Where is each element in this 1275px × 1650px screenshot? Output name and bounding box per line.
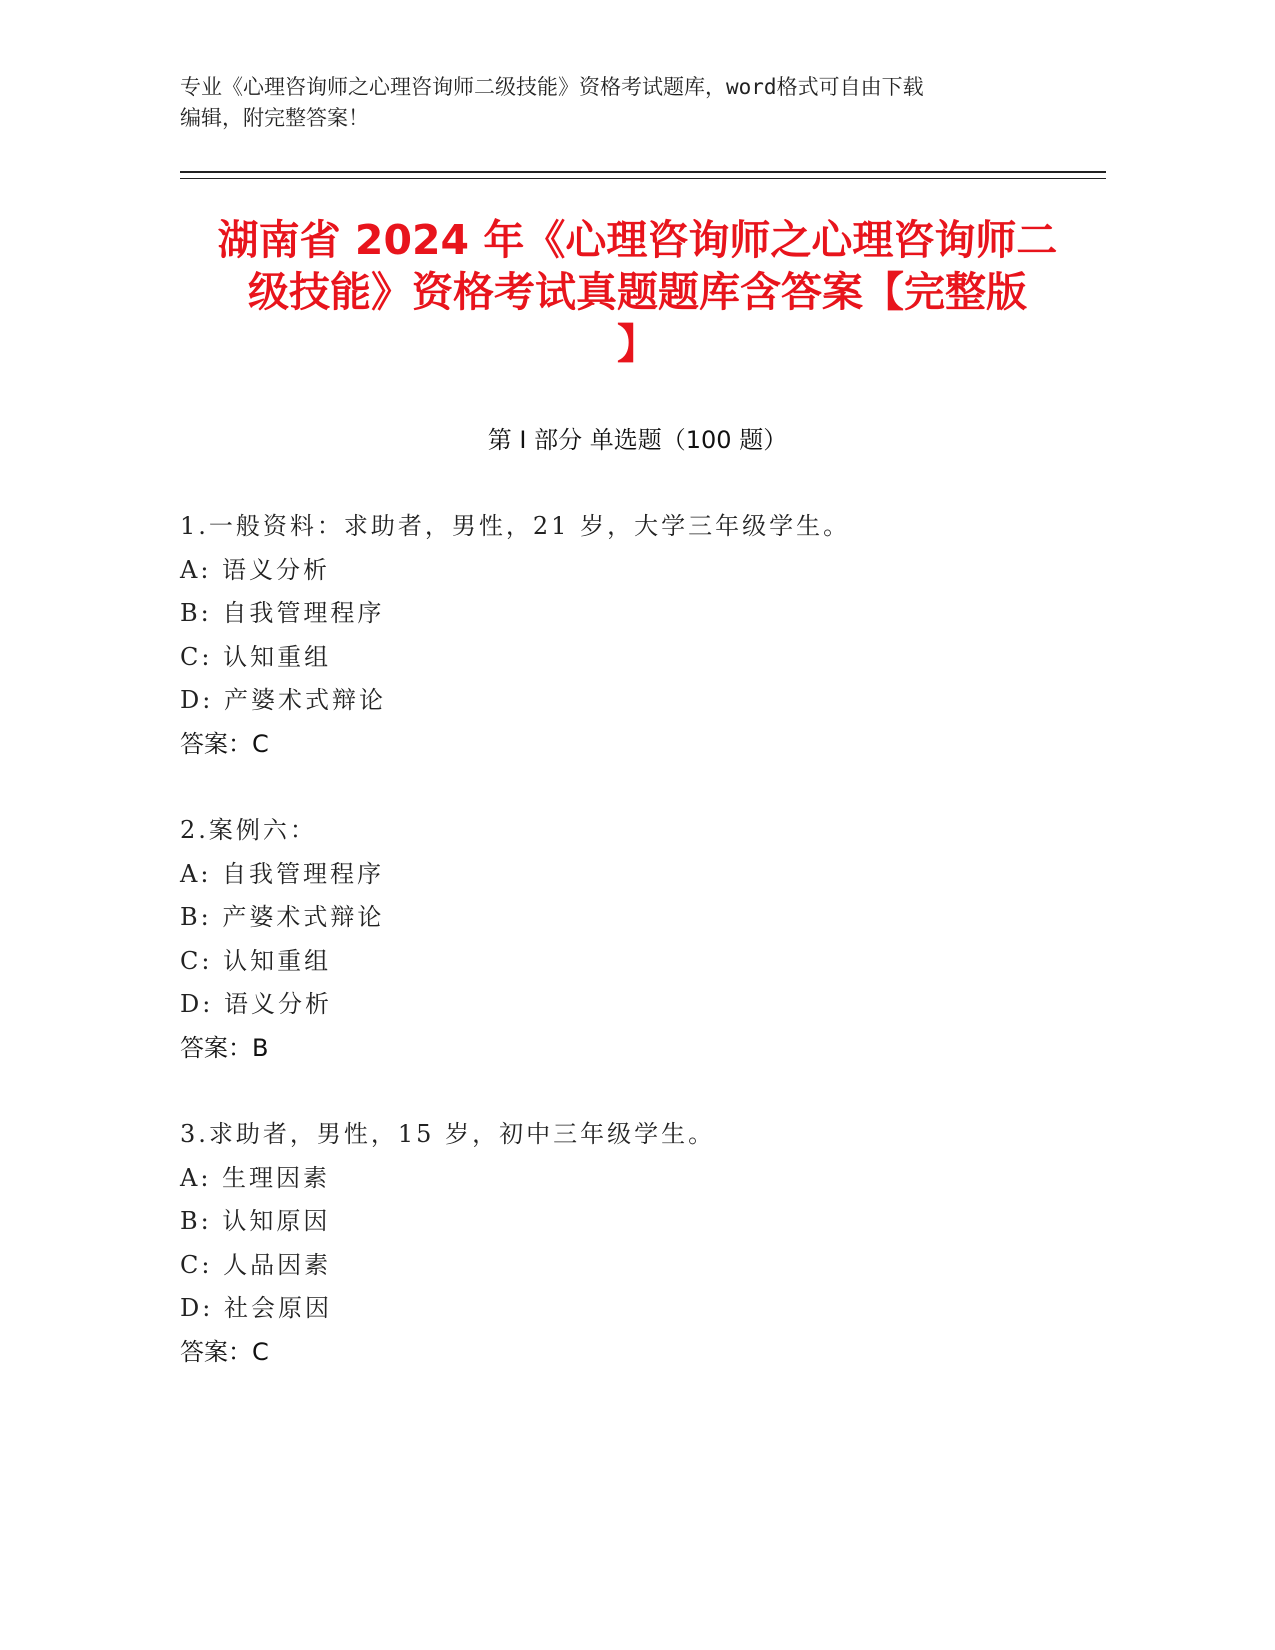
document-title-line-3: 】 [617, 320, 658, 368]
option-b: B: 自我管理程序 [180, 599, 385, 627]
document-title-line-2: 级技能》资格考试真题题库含答案【完整版 [248, 268, 1027, 316]
option-d: D: 社会原因 [180, 1294, 332, 1322]
option-b: B: 产婆术式辩论 [180, 903, 385, 931]
option-c: C: 人品因素 [180, 1250, 332, 1279]
option-d: D: 产婆术式辩论 [180, 686, 386, 714]
option-b: B: 认知原因 [180, 1207, 331, 1235]
question-stem: 1.一般资料：求助者，男性，21 岁，大学三年级学生。 [180, 512, 851, 540]
question-stem: 2.案例六： [180, 816, 317, 844]
question-3 [180, 1113, 1110, 1374]
question-1 [180, 505, 1110, 766]
header-note [180, 72, 1110, 134]
option-a: A: 语义分析 [180, 555, 331, 584]
option-a: A: 生理因素 [180, 1163, 331, 1192]
document-title [150, 214, 1125, 370]
answer: 答案：C [180, 729, 269, 758]
option-d: D: 语义分析 [180, 990, 332, 1018]
option-c: C: 认知重组 [180, 642, 332, 671]
header-divider-thin [180, 178, 1106, 179]
question-list [180, 505, 1110, 1417]
header-divider-thick [180, 171, 1106, 173]
answer: 答案：C [180, 1337, 269, 1366]
option-c: C: 认知重组 [180, 946, 332, 975]
question-stem: 3.求助者，男性，15 岁，初中三年级学生。 [180, 1120, 716, 1148]
option-a: A: 自我管理程序 [180, 859, 385, 888]
header-note-line-2: 编辑，附完整答案！ [180, 106, 369, 130]
document-title-line-1: 湖南省 2024 年《心理咨询师之心理咨询师二 [217, 216, 1058, 264]
answer: 答案：B [180, 1033, 269, 1062]
question-2 [180, 809, 1110, 1070]
header-note-line-1: 专业《心理咨询师之心理咨询师二级技能》资格考试题库，word格式可自由下载 [180, 75, 924, 99]
section-heading: 第 I 部分 单选题（100 题） [487, 426, 788, 454]
